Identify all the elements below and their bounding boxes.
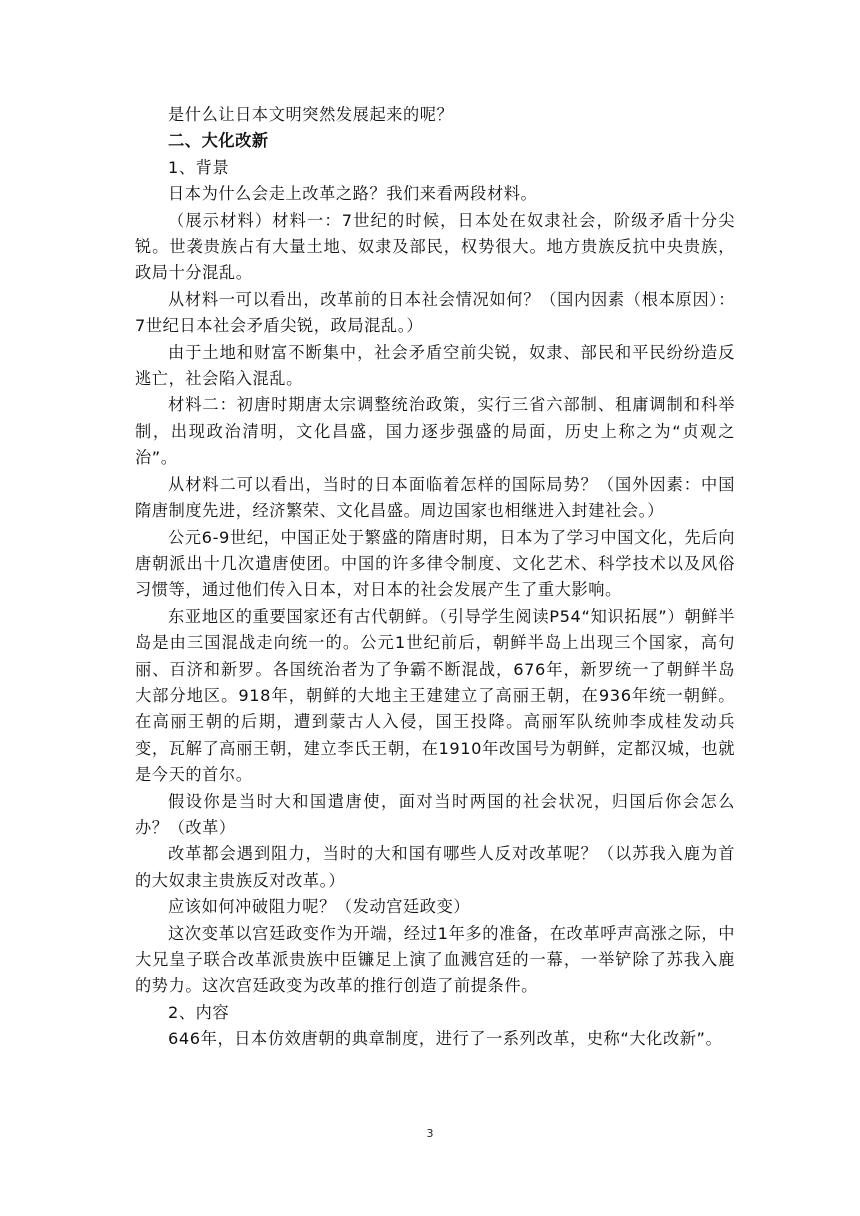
- paragraph: 从材料一可以看出，改革前的日本社会情况如何？（国内因素（根本原因）：7世纪日本社会矛盾尖锐，政局混乱。）: [135, 289, 735, 336]
- paragraph: 假设你是当时大和国遣唐使，面对当时两国的社会状况，归国后你会怎么办？（改革）: [135, 791, 735, 837]
- paragraph: 材料二：初唐时期唐太宗调整统治政策，实行三省六部制、租庸调制和科举制，出现政治清明，文化昌盛，国力逐步强盛的局面，历史上称之为“贞观之治”。: [135, 395, 735, 468]
- section-heading: 二、大化改新: [168, 131, 269, 151]
- page-number: 3: [426, 1127, 434, 1140]
- paragraph: 应该如何冲破阻力呢？（发动宫廷政变）: [168, 897, 471, 917]
- paragraph: 646年，日本仿效唐朝的典章制度，进行了一系列改革，史称“大化改新”。: [168, 1029, 723, 1049]
- paragraph: 是什么让日本文明突然发展起来的呢？: [168, 105, 454, 124]
- paragraph: 东亚地区的重要国家还有古代朝鲜。（引导学生阅读P54“知识拓展”）朝鲜半岛是由三国混战走向统一的。公元1世纪前后，朝鲜半岛上出现三个国家，高句丽、百济和新罗。各国统治者为了争霸不断混战，676年，新罗统一了朝鲜半岛大部分地区。918年，朝鲜的大地主王建建立了高丽王朝，在936年统一朝鲜。在高丽王朝的后期，遭到蒙古人入侵，国王投降。高丽军队统帅李成桂发动兵变，瓦解了高丽王朝，建立李氏王朝，在1910年改国号为朝鲜，定都汉城，也就是今天的首尔。: [135, 606, 735, 785]
- subsection-heading: 1、背景: [168, 157, 230, 177]
- paragraph: 由于土地和财富不断集中，社会矛盾空前尖锐，奴隶、部民和平民纷纷造反逃亡，社会陷入混乱。: [135, 342, 735, 389]
- document-body: [135, 102, 735, 1053]
- subsection-heading: 2、内容: [168, 1002, 230, 1022]
- paragraph: 这次变革以宫廷政变作为开端，经过1年多的准备，在改革呼声高涨之际，中大兄皇子联合改革派贵族中臣镰足上演了血溅宫廷的一幕，一举铲除了苏我入鹿的势力。这次宫廷政变为改革的推行创造了前提条件。: [135, 923, 735, 996]
- paragraph: 从材料二可以看出，当时的日本面临着怎样的国际局势？（国外因素：中国隋唐制度先进，经济繁荣、文化昌盛。周边国家也相继进入封建社会。）: [135, 474, 735, 521]
- paragraph: 改革都会遇到阻力，当时的大和国有哪些人反对改革呢？（以苏我入鹿为首的大奴隶主贵族反对改革。）: [135, 844, 735, 890]
- paragraph: （展示材料）材料一：7世纪的时候，日本处在奴隶社会，阶级矛盾十分尖锐。世袭贵族占有大量土地、奴隶及部民，权势很大。地方贵族反抗中央贵族，政局十分混乱。: [135, 210, 735, 283]
- paragraph: 日本为什么会走上改革之路？我们来看两段材料。: [168, 184, 538, 204]
- paragraph: 公元6-9世纪，中国正处于繁盛的隋唐时期，日本为了学习中国文化，先后向唐朝派出十几次遣唐使团。中国的许多律令制度、文化艺术、科学技术以及风俗习惯等，通过他们传入日本，对日本的社会发展产生了重大影响。: [135, 527, 735, 600]
